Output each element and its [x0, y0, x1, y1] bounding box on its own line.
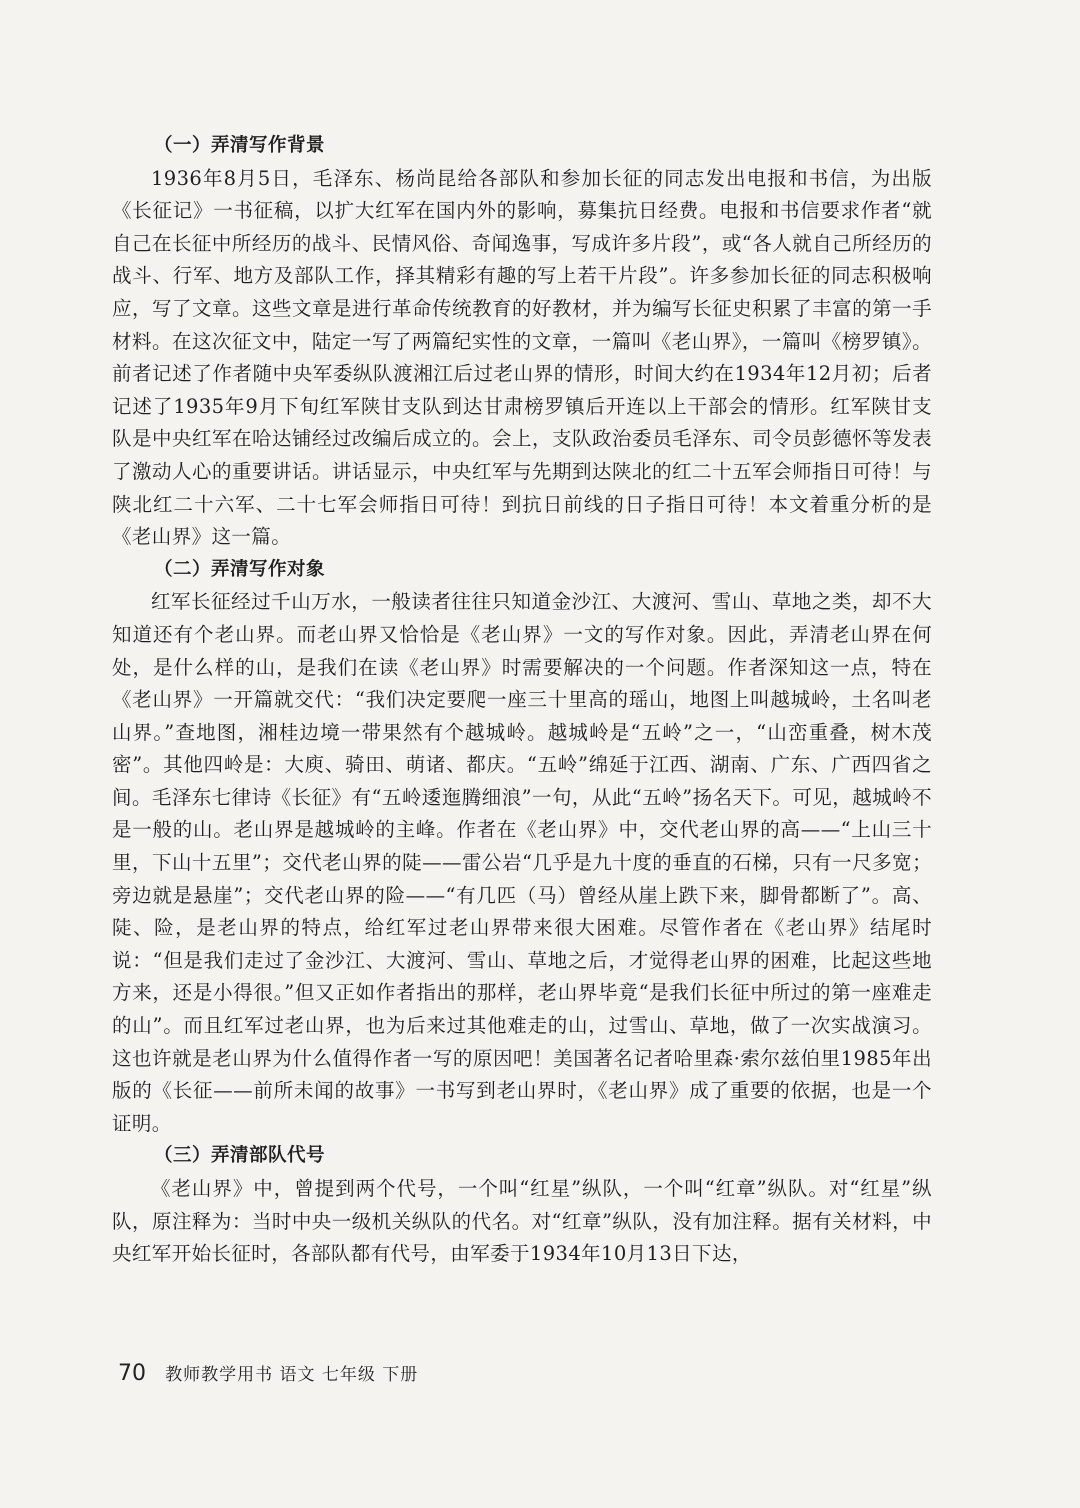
section-heading-subject: （二）弄清写作对象 [154, 558, 326, 580]
page-footer [118, 1360, 418, 1386]
book-title: 教师教学用书 语文 七年级 下册 [165, 1365, 419, 1385]
section-heading-background: （一）弄清写作背景 [154, 135, 326, 156]
page-body [112, 130, 932, 1271]
paragraph-background: 1936年8月5日，毛泽东、杨尚昆给各部队和参加长征的同志发出电报和书信，为出版《长征记》一书征稿，以扩大红军在国内外的影响，募集抗日经费。电报和书信要求作者“就自己在长征中所经历的战斗、民情风俗、奇闻逸事，写成许多片段”，或“各人就自己所经历的战斗、行军、地方及部队工作，择其精彩有趣的写上若干片段”。许多参加长征的同志积极响应，写了文章。这些文章是进行革命传统教育的好教材，并为编写长征史积累了丰富的第一手材料。在这次征文中，陆定一写了两篇纪实性的文章，一篇叫《老山界》，一篇叫《榜罗镇》。前者记述了作者随中央军委纵队渡湘江后过老山界的情形，时间大约在1934年12月初；后者记述了1935年9月下旬红军陕甘支队到达甘肃榜罗镇后开连以上干部会的情形。红军陕甘支队是中央红军在哈达铺经过改编后成立的。会上，支队政治委员毛泽东、司令员彭德怀等发表了激动人心的重要讲话。讲话显示，中央红军与先期到达陕北的红二十五军会师指日可待！与陕北红二十六军、二十七军会师指日可待！到抗日前线的日子指日可待！本文着重分析的是《老山界》这一篇。 [112, 166, 932, 549]
paragraph-subject: 红军长征经过千山万水，一般读者往往只知道金沙江、大渡河、雪山、草地之类，却不大知道还有个老山界。而老山界又恰恰是《老山界》一文的写作对象。因此，弄清老山界在何处，是什么样的山，是我们在读《老山界》时需要解决的一个问题。作者深知这一点，特在《老山界》一开篇就交代：“我们决定要爬一座三十里高的瑶山，地图上叫越城岭，土名叫老山界。”查地图，湘桂边境一带果然有个越城岭。越城岭是“五岭”之一，“山峦重叠，树木茂密”。其他四岭是：大庾、骑田、萌诸、都庆。“五岭”绵延于江西、湖南、广东、广西四省之间。毛泽东七律诗《长征》有“五岭逶迤腾细浪”一句，从此“五岭”扬名天下。可见，越城岭不是一般的山。老山界是越城岭的主峰。作者在《老山界》中，交代老山界的高——“上山三十里，下山十五里”；交代老山界的陡——雷公岩“几乎是九十度的垂直的石梯，只有一尺多宽；旁边就是悬崖”；交代老山界的险——“有几匹（马）曾经从崖上跌下来，脚骨都断了”。高、陡、险，是老山界的特点，给红军过老山界带来很大困难。尽管作者在《老山界》结尾时说：“但是我们走过了金沙江、大渡河、雪山、草地之后，才觉得老山界的困难，比起这些地方来，还是小得很。”但又正如作者指出的那样，老山界毕竟“是我们长征中所过的第一座难走的山”。而且红军过老山界，也为后来过其他难走的山，过雪山、草地，做了一次实战演习。这也许就是老山界为什么值得作者一写的原因吧！美国著名记者哈里森·索尔兹伯里1985年出版的《长征——前所未闻的故事》一书写到老山界时，《老山界》成了重要的依据，也是一个证明。 [112, 590, 932, 1135]
section-heading-codenames: （三）弄清部队代号 [154, 1145, 326, 1167]
paragraph-codenames: 《老山界》中，曾提到两个代号，一个叫“红星”纵队，一个叫“红章”纵队。对“红星”纵队，原注释为：当时中央一级机关纵队的代名。对“红章”纵队，没有加注释。据有关材料，中央红军开始长征时，各部队都有代号，由军委于1934年10月13日下达， [112, 1177, 932, 1266]
page-number: 70 [118, 1361, 146, 1386]
